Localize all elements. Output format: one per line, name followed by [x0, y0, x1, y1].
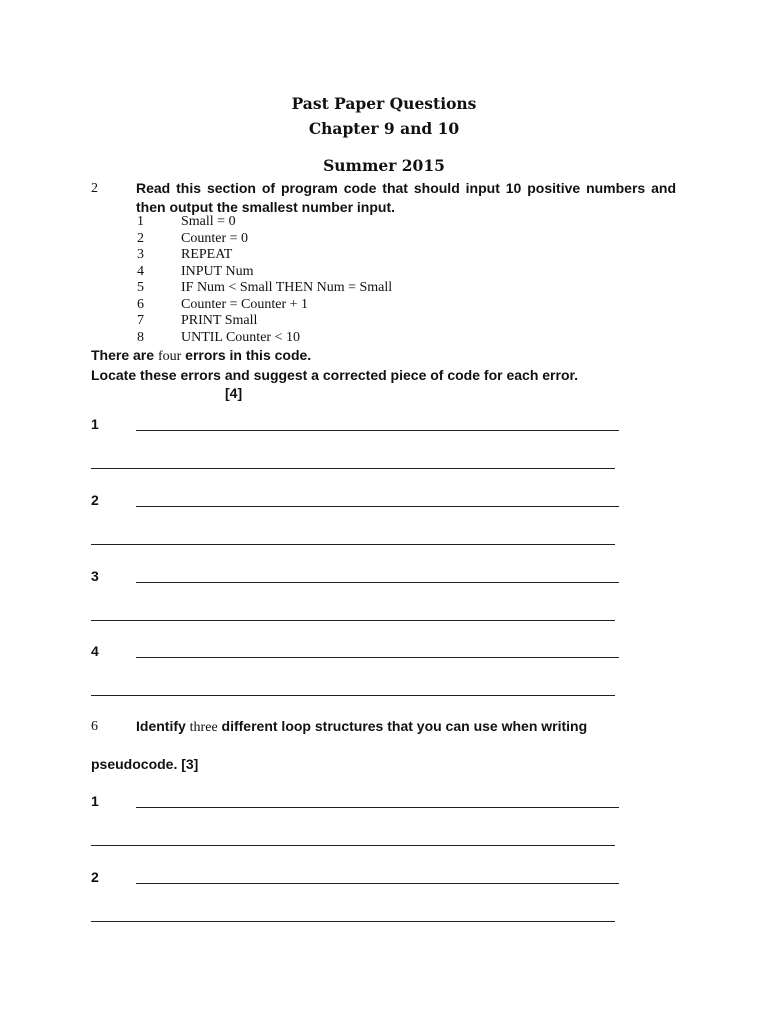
errors-instruction: Locate these errors and suggest a corrected piece of code for each error. [91, 367, 579, 383]
code-line [137, 214, 537, 231]
code-line-text: IF Num < Small THEN Num = Small [181, 280, 393, 295]
answer-line[interactable] [136, 807, 619, 808]
answer-line[interactable] [91, 695, 615, 696]
errors-count-word: four [157, 349, 182, 364]
errors-post: errors in this code. [181, 347, 312, 363]
answer-line[interactable] [136, 430, 619, 431]
prompt-post: different loop structures that you can use when writing [217, 718, 588, 734]
answer-line[interactable] [91, 921, 615, 922]
session-heading: Summer 2015 [323, 156, 445, 175]
code-line [137, 280, 537, 297]
answer-number: 1 [91, 416, 99, 432]
code-line [137, 247, 537, 264]
answer-line[interactable] [136, 657, 619, 658]
loop-count-word: three [189, 720, 218, 735]
question-number-6: 6 [91, 719, 98, 734]
code-line-number: 2 [137, 230, 144, 246]
answer-line[interactable] [91, 620, 615, 621]
question-number-2: 2 [91, 181, 98, 196]
code-line-text: Counter = Counter + 1 [181, 296, 308, 312]
code-line-number: 5 [137, 280, 144, 295]
answer-number: 1 [91, 793, 99, 809]
question-2-prompt: Read this section of program code that should input 10 positive numbers and then output the smallest number input. [136, 180, 676, 215]
errors-pre: There are [91, 347, 158, 363]
code-line [137, 264, 537, 281]
marks-label: [4] [225, 385, 243, 401]
errors-statement [91, 347, 311, 365]
answer-line[interactable] [136, 582, 619, 583]
chapter-subtitle: Chapter 9 and 10 [308, 119, 460, 138]
code-line-text: REPEAT [181, 247, 233, 262]
code-line-text: Counter = 0 [181, 230, 248, 246]
question-6-prompt [136, 718, 587, 736]
code-line-number: 7 [137, 313, 144, 328]
answer-line[interactable] [136, 506, 619, 507]
code-listing [137, 214, 537, 346]
code-line [137, 231, 537, 248]
page-title: Past Paper Questions [291, 94, 477, 113]
code-line-text: Small = 0 [181, 214, 236, 229]
code-line-number: 3 [137, 247, 144, 262]
code-line-number: 1 [137, 214, 144, 229]
answer-number: 2 [91, 492, 99, 508]
answer-line[interactable] [91, 544, 615, 545]
code-line-text: PRINT Small [181, 313, 258, 328]
code-line-text: UNTIL Counter < 10 [181, 329, 300, 345]
question-6-prompt-continued: pseudocode. [3] [91, 756, 199, 772]
code-line [137, 330, 537, 347]
prompt-pre: Identify [136, 718, 190, 734]
answer-number: 4 [91, 643, 99, 659]
code-line [137, 313, 537, 330]
code-line [137, 297, 537, 314]
answer-number: 2 [91, 869, 99, 885]
code-line-number: 8 [137, 329, 144, 345]
answer-number: 3 [91, 568, 99, 584]
code-line-text: INPUT Num [181, 263, 254, 279]
code-line-number: 6 [137, 296, 144, 312]
code-line-number: 4 [137, 263, 144, 279]
answer-line[interactable] [91, 845, 615, 846]
answer-line[interactable] [136, 883, 619, 884]
answer-line[interactable] [91, 468, 615, 469]
